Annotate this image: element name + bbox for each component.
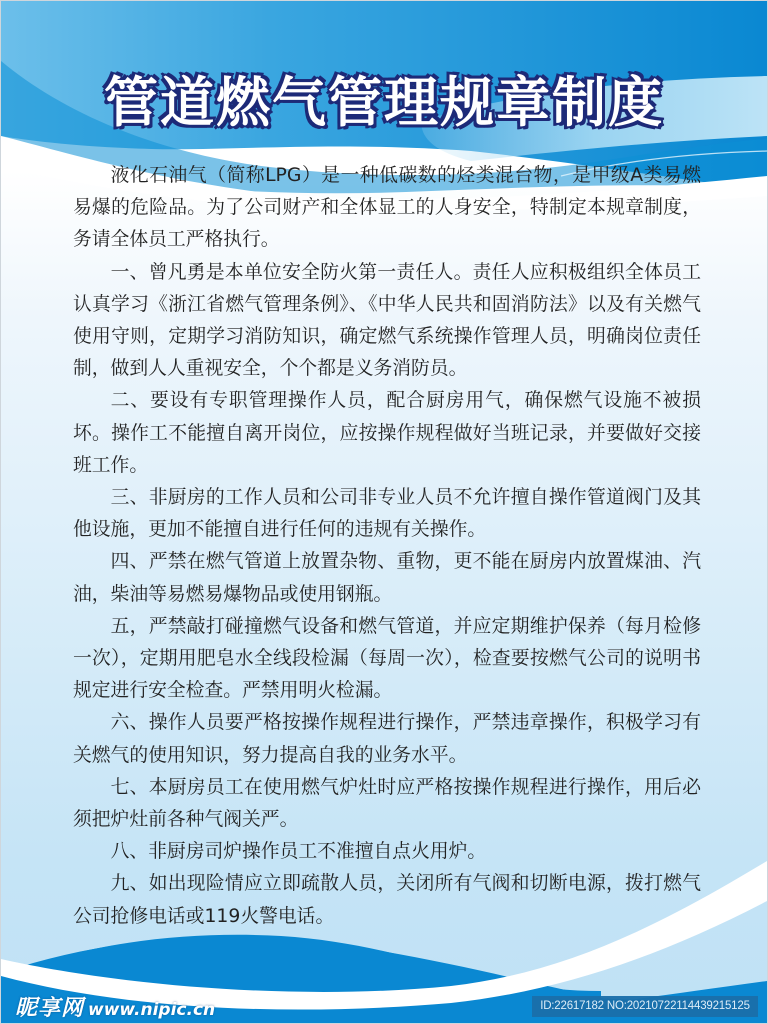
rule-9: 九、如出现险情应立即疏散人员，关闭所有气阀和切断电源，拨打燃气公司抢修电话或119火警电话。 — [73, 873, 701, 927]
watermark-logo — [15, 991, 215, 1022]
watermark-url: www.nipic.cn — [88, 1000, 216, 1020]
intro-paragraph: 液化石油气（简称LPG）是一种低碳数的烃类混台物，是甲级A类易燃易爆的危险品。为了公司财产和全体显工的人身安全，特制定本规章制度，务请全体员工严格执行。 — [73, 165, 701, 251]
rule-4: 四、严禁在燃气管道上放置杂物、重物，更不能在厨房内放置煤油、汽油，柴油等易燃易爆物品或使用钢瓶。 — [73, 551, 701, 605]
watermark-brand: 昵享网 — [15, 996, 85, 1021]
rule-6: 六、操作人员要严格按操作规程进行操作，严禁违章操作，积极学习有关燃气的使用知识，努力提高自我的业务水平。 — [73, 712, 701, 766]
watermark-id-label: ID:22617182 NO:20210722114439215125 — [532, 996, 758, 1017]
rule-2: 二、要设有专职管理操作人员，配合厨房用气，确保燃气设施不被损坏。操作工不能擅自离开岗位，应按操作规程做好当班记录，并要做好交接班工作。 — [73, 390, 701, 476]
rule-8: 八、非厨房司炉操作员工不准擅自点火用炉。 — [110, 841, 487, 863]
rule-3: 三、非厨房的工作人员和公司非专业人员不允许擅自操作管道阀门及其他设施，更加不能擅自进行任何的违规有关操作。 — [73, 487, 701, 541]
rule-5: 五，严禁敲打碰撞燃气设备和燃气管道，并应定期维护保养（每月检修一次），定期用肥皂水全线段检漏（每周一次），检查要按燃气公司的说明书规定进行安全检查。严禁用明火检漏。 — [73, 615, 701, 702]
rule-7: 七、本厨房员工在使用燃气炉灶时应严格按操作规程进行操作，用后必须把炉灶前各种气阀关严。 — [73, 776, 701, 831]
regulations-body — [73, 160, 701, 933]
rule-1: 一、曾凡勇是本单位安全防火第一责任人。责任人应积极组织全体员工认真学习《浙江省燃气管理条例》、《中华人民共和固消防法》以及有关燃气使用守则，定期学习消防知识，确定燃气系统操作管理人员，明确岗位责任制，做到人人重视安全，个个都是义务消防员。 — [73, 261, 701, 380]
poster-title: 管道燃气管理规章制度 — [104, 71, 664, 134]
